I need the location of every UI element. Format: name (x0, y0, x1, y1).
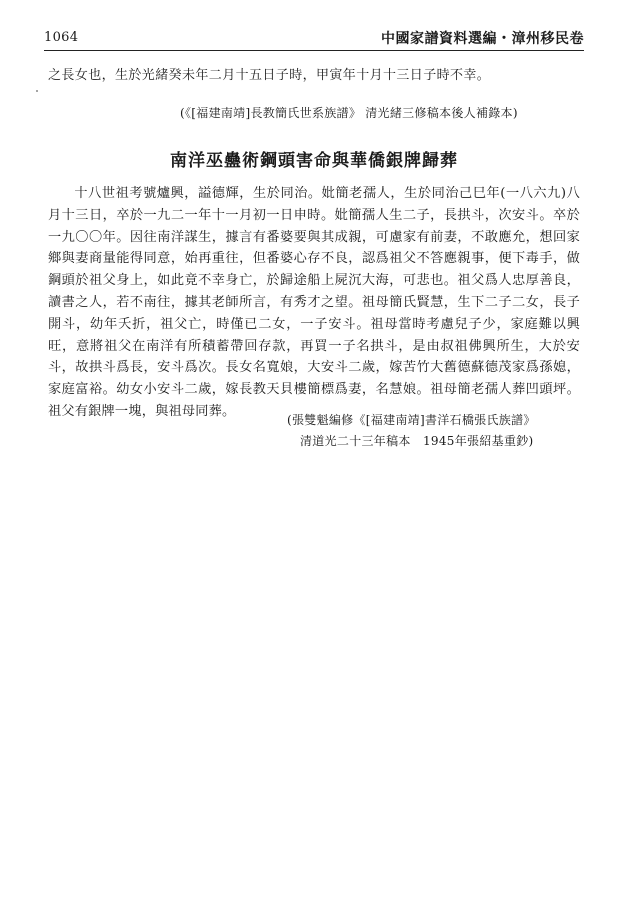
article-title: 南洋巫蠱術鋼頭害命與華僑銀牌歸葬 (170, 151, 458, 171)
previous-entry-source: (《[福建南靖]長教簡氏世系族譜》 清光緒三修稿本後人補錄本) (180, 106, 518, 120)
previous-entry-last-line: 之長女也，生於光緒癸未年二月十五日子時，甲寅年十月十三日子時不幸。 (48, 68, 491, 83)
running-title: 中國家譜資料選編・漳州移民卷 (381, 31, 584, 47)
article-source-line-2: 清道光二十三年稿本 1945年張紹基重鈔) (300, 434, 534, 448)
stray-mark (36, 90, 38, 92)
page-number: 1064 (44, 30, 79, 45)
article-body: 十八世祖考號爐興，謚德輝，生於同治。妣簡老孺人，生於同治己巳年(一八六九)八月十三日，卒於一九二一年十一月初一日申時。妣簡孺人生二子，長拱斗，次安斗。卒於一九〇〇年。因往南洋謀生，據言有番婆要與其成親，可慮家有前妻，不敢應允，想回家鄉與妻商量能得同意，始再重往，但番婆心存不良，認爲祖父不答應親事，便下毒手，做鋼頭於祖父身上，如此竟不幸身亡，於歸途船上屍沉大海，可悲也。祖父爲人忠厚善良，讀書之人，若不南往，據其老師所言，有秀才之望。祖母簡氏賢慧，生下二子二女，長子開斗，幼年夭折，祖父亡，時僅已二女，一子安斗。祖母當時考慮兒子少，家庭難以興旺，意將祖父在南洋有所積蓄帶回存款，再買一子名拱斗，是由叔祖佛興所生，大於安斗，故拱斗爲長，安斗爲次。長女名寬娘，大安斗二歲，嫁苦竹大舊德蘇德茂家爲孫媳，家庭富裕。幼女小安斗二歲，嫁長教天貝樓簡標爲妻，名慧娘。祖母簡老孺人葬凹頭坪。祖父有銀牌一塊，與祖母同葬。 (48, 186, 580, 419)
page-header (44, 28, 584, 51)
article-source-line-1: (張雙魁編修《[福建南靖]書洋石橋張氏族譜》 (287, 413, 536, 427)
